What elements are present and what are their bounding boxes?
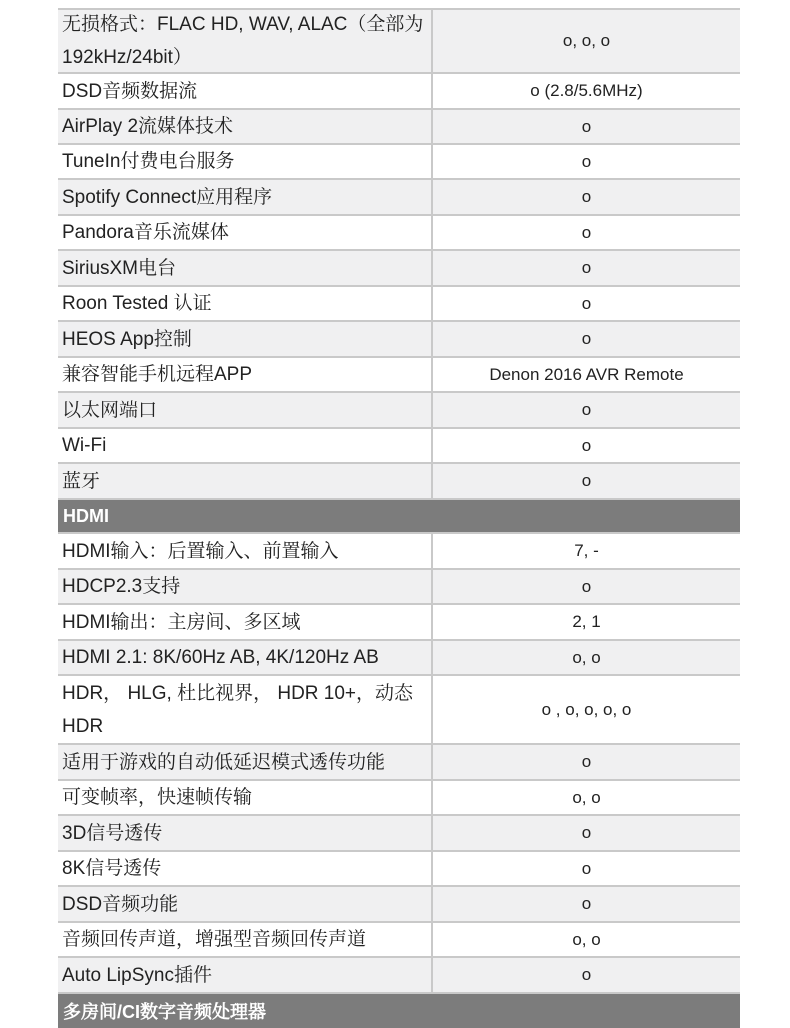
spec-label: 适用于游戏的自动低延迟模式透传功能 bbox=[58, 745, 433, 779]
spec-label: HEOS App控制 bbox=[58, 322, 433, 356]
spec-label: 8K信号透传 bbox=[58, 852, 433, 885]
table-row bbox=[58, 287, 740, 322]
spec-value: 2, 1 bbox=[572, 612, 601, 631]
spec-label: HDMI输出：主房间、多区域 bbox=[58, 605, 433, 639]
table-row bbox=[58, 852, 740, 887]
spec-label: Spotify Connect应用程序 bbox=[58, 180, 433, 214]
streaming-rows bbox=[58, 10, 740, 500]
spec-label: Roon Tested 认证 bbox=[58, 287, 433, 320]
section-header-hdmi: HDMI bbox=[58, 500, 740, 534]
spec-table bbox=[58, 0, 740, 1028]
table-row bbox=[58, 251, 740, 287]
spec-value: o, o bbox=[572, 929, 601, 949]
table-row bbox=[58, 570, 740, 605]
spec-label: 以太网端口 bbox=[58, 393, 433, 427]
spec-value: o bbox=[581, 752, 592, 771]
table-row bbox=[58, 745, 740, 781]
spec-label: Pandora音乐流媒体 bbox=[58, 216, 433, 249]
table-row bbox=[58, 605, 740, 641]
spec-value: o bbox=[581, 965, 592, 984]
spec-label: 音频回传声道，增强型音频回传声道 bbox=[58, 923, 433, 956]
spec-label: SiriusXM电台 bbox=[58, 251, 433, 285]
table-row bbox=[58, 110, 740, 145]
table-row bbox=[58, 641, 740, 676]
spec-label: HDMI输入：后置输入、前置输入 bbox=[58, 534, 433, 568]
section-header-multiroom: 多房间/CI数字音频处理器 bbox=[58, 994, 740, 1028]
table-row bbox=[58, 534, 740, 570]
table-row bbox=[58, 10, 740, 74]
spec-value: 7, - bbox=[574, 541, 599, 560]
spec-value: o, o, o bbox=[562, 31, 611, 50]
spec-value: o, o bbox=[572, 787, 601, 807]
table-row bbox=[58, 429, 740, 464]
spec-value: o bbox=[581, 471, 592, 490]
spec-value: o bbox=[581, 823, 592, 842]
table-row bbox=[58, 676, 740, 745]
table-row bbox=[58, 180, 740, 216]
table-row bbox=[58, 781, 740, 816]
spec-value: o bbox=[581, 222, 592, 242]
spec-label: AirPlay 2流媒体技术 bbox=[58, 110, 433, 143]
spec-label: DSD音频数据流 bbox=[58, 74, 433, 108]
spec-value: o, o bbox=[572, 647, 601, 667]
hdmi-rows bbox=[58, 534, 740, 994]
spec-label: 3D信号透传 bbox=[58, 816, 433, 850]
spec-label: Wi-Fi bbox=[58, 429, 433, 462]
spec-value: o bbox=[581, 400, 592, 419]
spec-label: Auto LipSync插件 bbox=[58, 958, 433, 992]
spec-value: o bbox=[581, 116, 592, 136]
spec-value: o bbox=[581, 435, 592, 455]
spec-label: DSD音频功能 bbox=[58, 887, 433, 921]
spec-value: o bbox=[581, 858, 592, 878]
table-row bbox=[58, 923, 740, 958]
table-row bbox=[58, 216, 740, 251]
spec-label: HDR， HLG, 杜比视界， HDR 10+，动态HDR bbox=[58, 676, 433, 743]
spec-value: o bbox=[581, 293, 592, 313]
spec-value: o bbox=[581, 576, 592, 596]
spec-value: o (2.8/5.6MHz) bbox=[530, 81, 643, 100]
table-row bbox=[58, 464, 740, 500]
table-row bbox=[58, 358, 740, 393]
table-row bbox=[58, 887, 740, 923]
table-row bbox=[58, 322, 740, 358]
spec-value: o bbox=[581, 258, 592, 277]
spec-value: o bbox=[581, 894, 592, 913]
spec-label: 蓝牙 bbox=[58, 464, 433, 498]
spec-value: o bbox=[581, 187, 592, 206]
table-row bbox=[58, 958, 740, 994]
spec-label: TuneIn付费电台服务 bbox=[58, 145, 433, 178]
spec-value: o bbox=[581, 329, 592, 348]
spec-label: 无损格式：FLAC HD, WAV, ALAC（全部为192kHz/24bit） bbox=[58, 10, 433, 72]
spec-label: HDMI 2.1: 8K/60Hz AB, 4K/120Hz AB bbox=[58, 641, 433, 674]
spec-value: o bbox=[581, 151, 592, 171]
spec-label: 兼容智能手机远程APP bbox=[58, 358, 433, 391]
spec-label: HDCP2.3支持 bbox=[58, 570, 433, 603]
spec-value: o , o, o, o, o bbox=[541, 699, 632, 719]
table-row bbox=[58, 393, 740, 429]
table-row bbox=[58, 74, 740, 110]
spec-value: Denon 2016 AVR Remote bbox=[489, 364, 684, 384]
table-row bbox=[58, 816, 740, 852]
table-row bbox=[58, 145, 740, 180]
spec-label: 可变帧率，快速帧传输 bbox=[58, 781, 433, 814]
